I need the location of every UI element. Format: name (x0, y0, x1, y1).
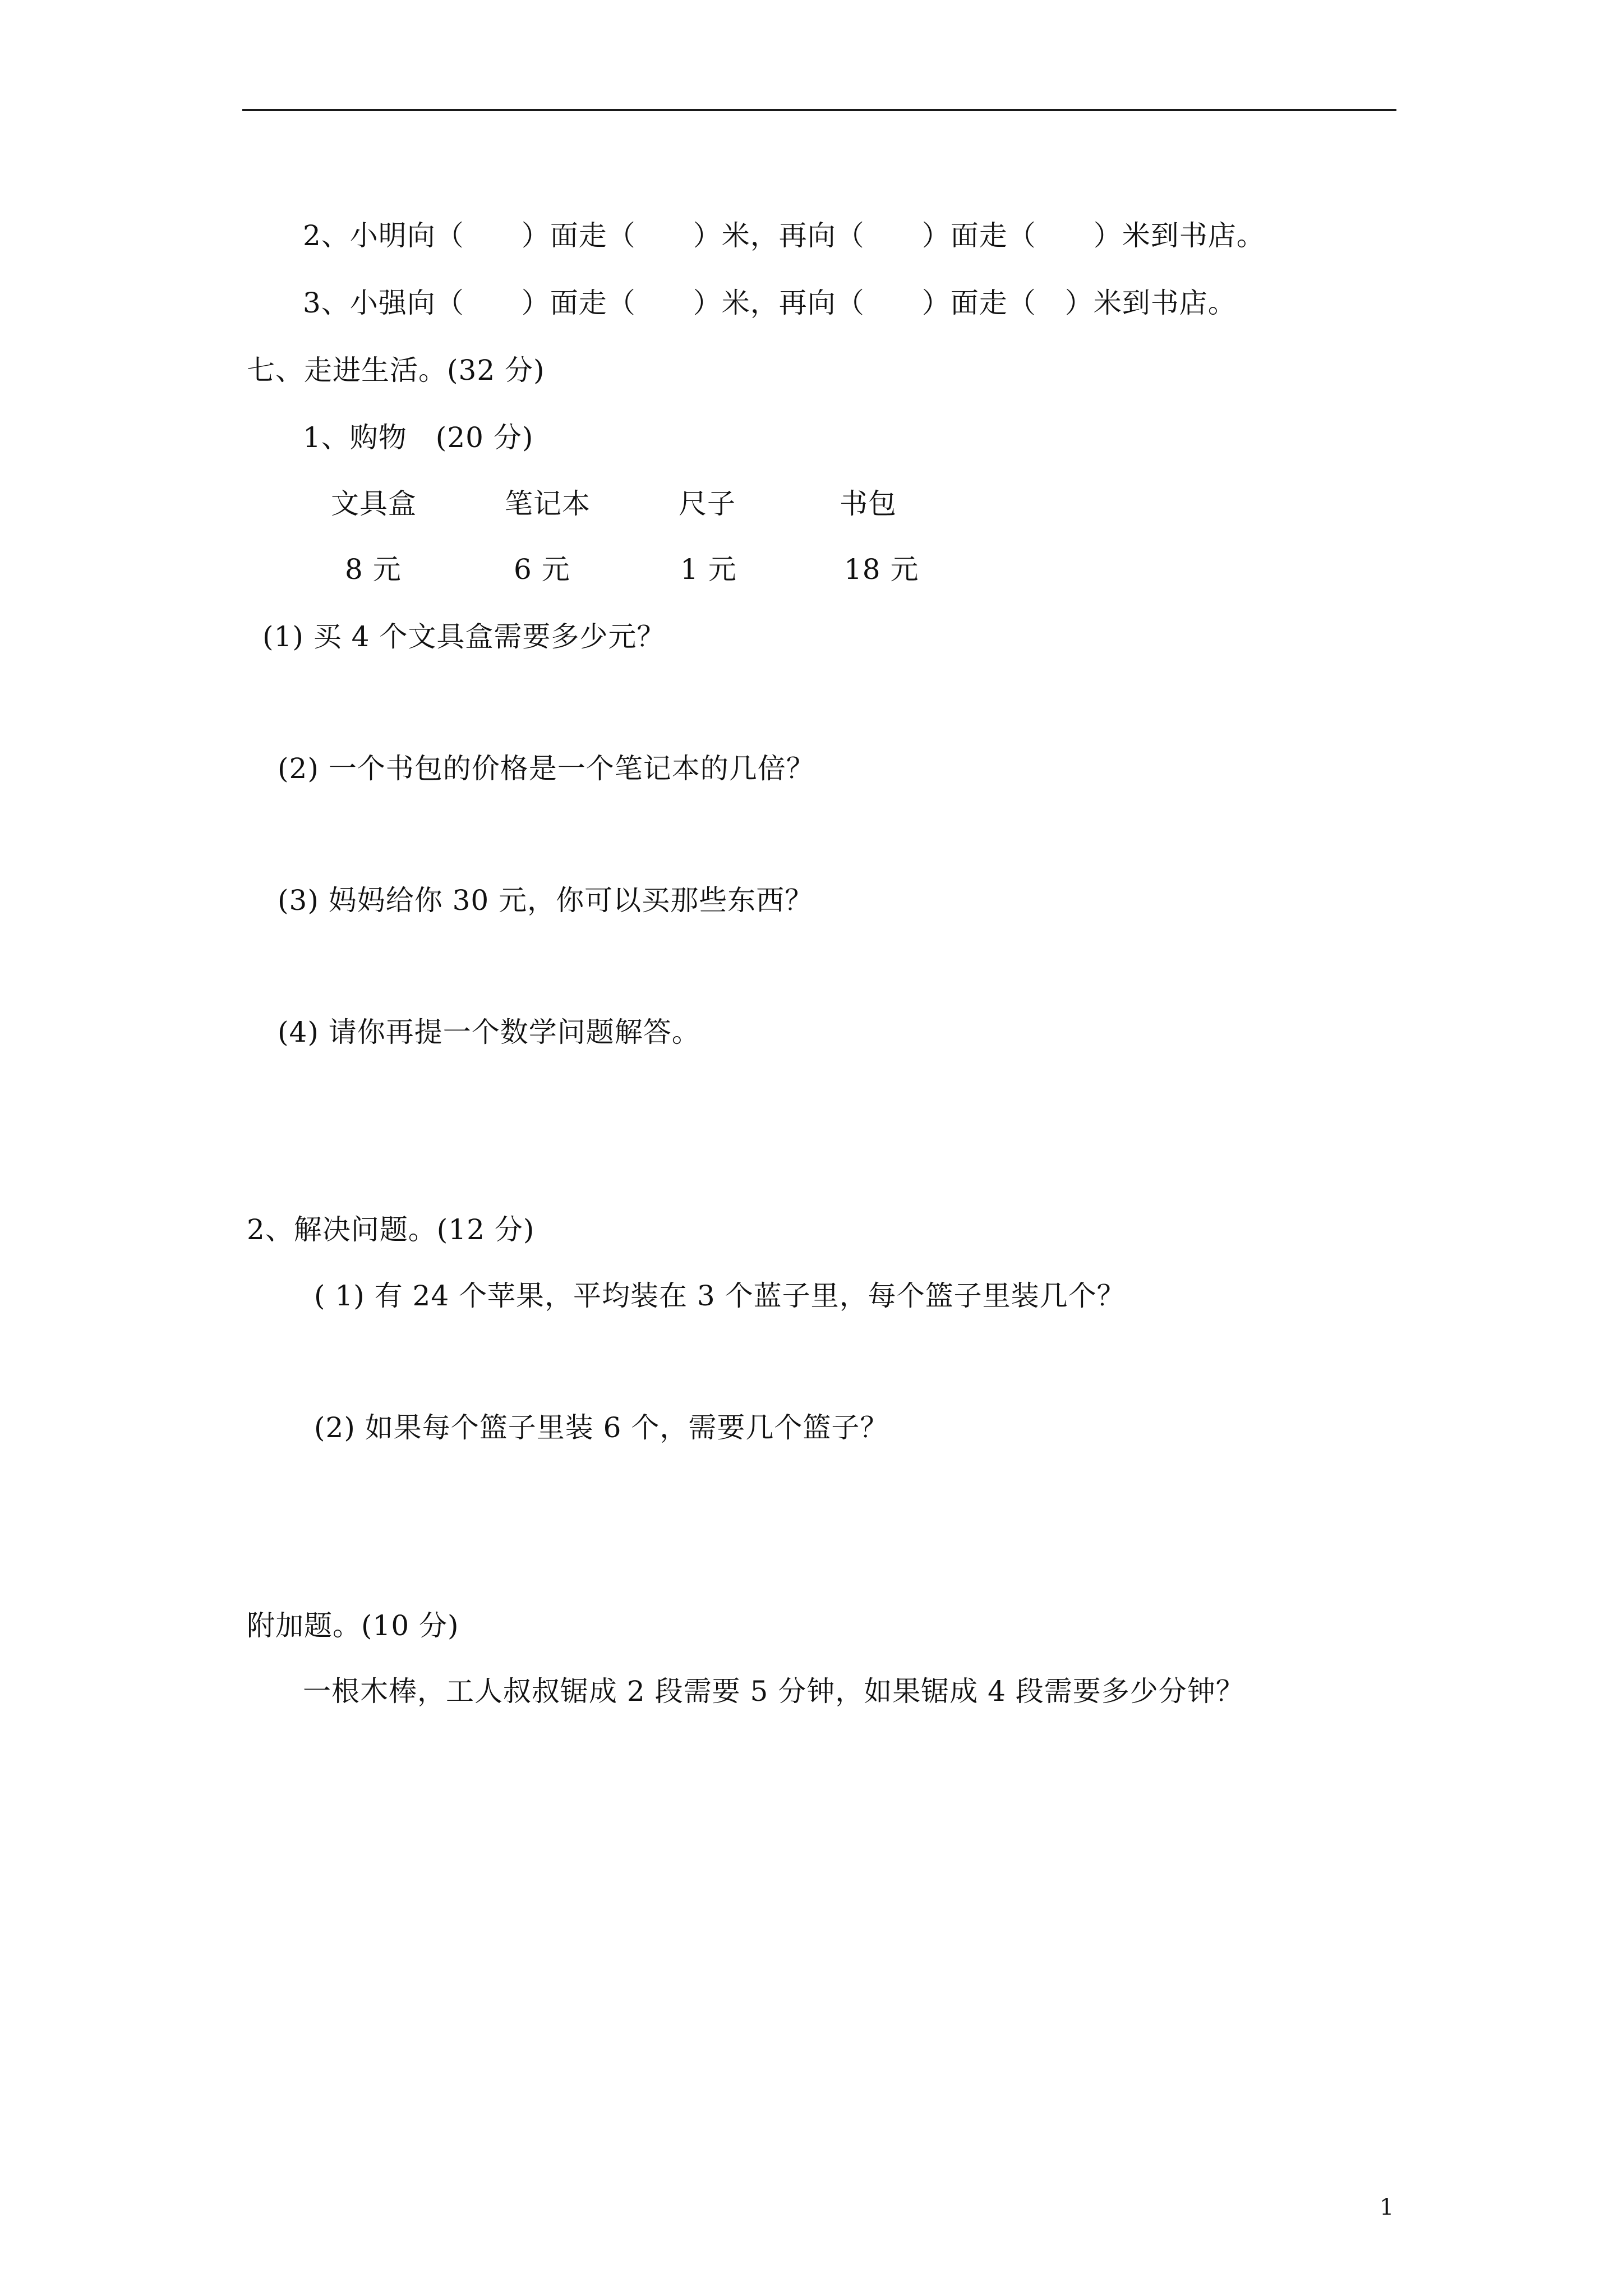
problem-question-2: (2) 如果每个篮子里装 6 个，需要几个篮子？ (314, 1411, 889, 1444)
problems-title: 2、解决问题。(12 分) (247, 1213, 535, 1246)
problem-question-1: ( 1) 有 24 个苹果，平均装在 3 个蓝子里，每个篮子里装几个？ (314, 1280, 1126, 1312)
item-price-schoolbag: 18 元 (844, 553, 919, 586)
item-name-stationery-box: 文具盒 (331, 487, 417, 520)
item-price-ruler: 1 元 (680, 553, 737, 586)
item-price-notebook: 6 元 (514, 553, 570, 586)
bonus-title: 附加题。(10 分) (247, 1609, 459, 1642)
header-rule (242, 109, 1396, 111)
item-name-ruler: 尺子 (679, 487, 736, 520)
shopping-question-3: (3) 妈妈给你 30 元，你可以买那些东西？ (278, 884, 814, 917)
shopping-question-2: (2) 一个书包的价格是一个笔记本的几倍？ (278, 752, 815, 785)
item-price-stationery-box: 8 元 (345, 553, 402, 586)
page-number: 1 (1380, 2194, 1394, 2220)
bonus-question: 一根木棒，工人叔叔锯成 2 段需要 5 分钟，如果锯成 4 段需要多少分钟？ (303, 1675, 1244, 1708)
item-name-notebook: 笔记本 (505, 487, 591, 520)
question-6-2: 2、小明向（ ）面走（ ）米，再向（ ）面走（ ）米到书店。 (303, 219, 1265, 252)
item-name-schoolbag: 书包 (840, 487, 897, 520)
shopping-question-4: (4) 请你再提一个数学问题解答。 (278, 1016, 700, 1048)
question-6-3: 3、小强向（ ）面走（ ）米，再向（ ）面走（ ）米到书店。 (303, 287, 1237, 319)
section-7-title: 七、走进生活。(32 分) (247, 354, 545, 386)
shopping-question-1: (1) 买 4 个文具盒需要多少元？ (262, 620, 666, 653)
shopping-title: 1、购物 (20 分) (303, 421, 534, 454)
